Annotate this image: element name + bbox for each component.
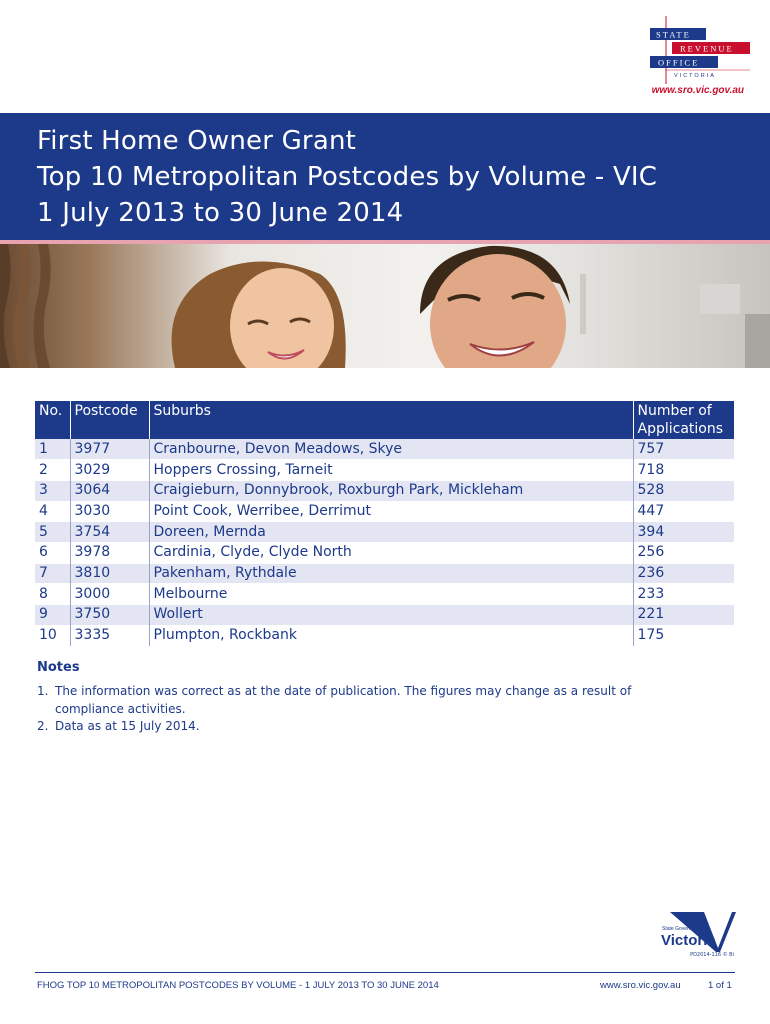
- cell-suburbs: Cardinia, Clyde, Clyde North: [149, 542, 633, 563]
- sro-logo: [636, 14, 751, 114]
- logo-line-state: STATE: [656, 29, 691, 40]
- cell-postcode: 3754: [70, 522, 149, 543]
- notes-list: [37, 683, 697, 736]
- table-row: [35, 625, 734, 646]
- note-text: The information was correct as at the date of publication. The figures may change as a result of compliance activities.: [55, 684, 632, 716]
- cell-suburbs: Plumpton, Rockbank: [149, 625, 633, 646]
- table-row: [35, 584, 734, 605]
- logo-url[interactable]: www.sro.vic.gov.au: [651, 85, 744, 96]
- date-range: 1 July 2013 to 30 June 2014: [37, 198, 404, 228]
- note-text: Data as at 15 July 2014.: [55, 719, 200, 733]
- cell-no: 4: [35, 501, 70, 522]
- cell-postcode: 3978: [70, 542, 149, 563]
- cell-postcode: 3335: [70, 625, 149, 646]
- cell-suburbs: Hoppers Crossing, Tarneit: [149, 460, 633, 481]
- cell-applications: 718: [633, 460, 734, 481]
- cell-suburbs: Melbourne: [149, 584, 633, 605]
- footer-url[interactable]: www.sro.vic.gov.au: [600, 980, 681, 991]
- table-row: [35, 542, 734, 563]
- notes-heading: Notes: [37, 660, 80, 675]
- page-title: First Home Owner Grant: [37, 126, 357, 156]
- cell-applications: 256: [633, 542, 734, 563]
- note-number: 1.: [37, 684, 49, 698]
- cell-postcode: 3977: [70, 439, 149, 460]
- header-postcode: Postcode: [70, 401, 149, 439]
- vic-logo-big-text: Victoria: [661, 932, 716, 949]
- publication-code: PD2014-116 © Bi: [690, 952, 734, 958]
- footer-document-title: FHOG TOP 10 METROPOLITAN POSTCODES BY VOLUME - 1 JULY 2013 TO 30 JUNE 2014: [37, 980, 439, 991]
- cell-applications: 447: [633, 501, 734, 522]
- table-row: [35, 439, 734, 460]
- table-header-row: [35, 401, 734, 439]
- logo-line-revenue: REVENUE: [680, 43, 734, 54]
- cell-no: 6: [35, 542, 70, 563]
- header-suburbs: Suburbs: [149, 401, 633, 439]
- cell-applications: 233: [633, 584, 734, 605]
- cell-no: 7: [35, 563, 70, 584]
- postcode-table: [35, 401, 734, 646]
- cell-postcode: 3029: [70, 460, 149, 481]
- footer-page-number: 1 of 1: [708, 980, 732, 991]
- cell-suburbs: Pakenham, Rythdale: [149, 563, 633, 584]
- hero-photo: [0, 244, 770, 368]
- cell-postcode: 3064: [70, 480, 149, 501]
- table-row: [35, 522, 734, 543]
- header-applications: [633, 401, 734, 439]
- logo-line-office: OFFICE: [658, 57, 700, 68]
- table-row: [35, 480, 734, 501]
- cell-no: 9: [35, 605, 70, 626]
- cell-suburbs: Wollert: [149, 605, 633, 626]
- footer-divider: [35, 972, 735, 973]
- table-row: [35, 563, 734, 584]
- cell-postcode: 3810: [70, 563, 149, 584]
- note-item: [37, 718, 697, 736]
- header-no: No.: [35, 401, 70, 439]
- cell-applications: 221: [633, 605, 734, 626]
- cell-suburbs: Doreen, Mernda: [149, 522, 633, 543]
- note-number: 2.: [37, 719, 49, 733]
- cell-applications: 175: [633, 625, 734, 646]
- vic-logo-small-text: State Government: [662, 926, 703, 932]
- cell-no: 5: [35, 522, 70, 543]
- cell-no: 10: [35, 625, 70, 646]
- logo-line-victoria: VICTORIA: [674, 73, 716, 79]
- cell-postcode: 3750: [70, 605, 149, 626]
- cell-applications: 757: [633, 439, 734, 460]
- victoria-government-logo: [660, 910, 736, 952]
- cell-applications: 236: [633, 563, 734, 584]
- table-row: [35, 605, 734, 626]
- cell-no: 3: [35, 480, 70, 501]
- header-applications-line2: Applications: [637, 421, 724, 437]
- cell-applications: 394: [633, 522, 734, 543]
- cell-postcode: 3030: [70, 501, 149, 522]
- header-applications-line1: Number of: [637, 403, 712, 419]
- table-row: [35, 460, 734, 481]
- page-subtitle: Top 10 Metropolitan Postcodes by Volume - VIC: [37, 162, 658, 192]
- cell-no: 1: [35, 439, 70, 460]
- cell-suburbs: Point Cook, Werribee, Derrimut: [149, 501, 633, 522]
- cell-no: 8: [35, 584, 70, 605]
- cell-postcode: 3000: [70, 584, 149, 605]
- cell-suburbs: Craigieburn, Donnybrook, Roxburgh Park, Mickleham: [149, 480, 633, 501]
- note-item: [37, 683, 697, 718]
- cell-applications: 528: [633, 480, 734, 501]
- table-row: [35, 501, 734, 522]
- cell-no: 2: [35, 460, 70, 481]
- cell-suburbs: Cranbourne, Devon Meadows, Skye: [149, 439, 633, 460]
